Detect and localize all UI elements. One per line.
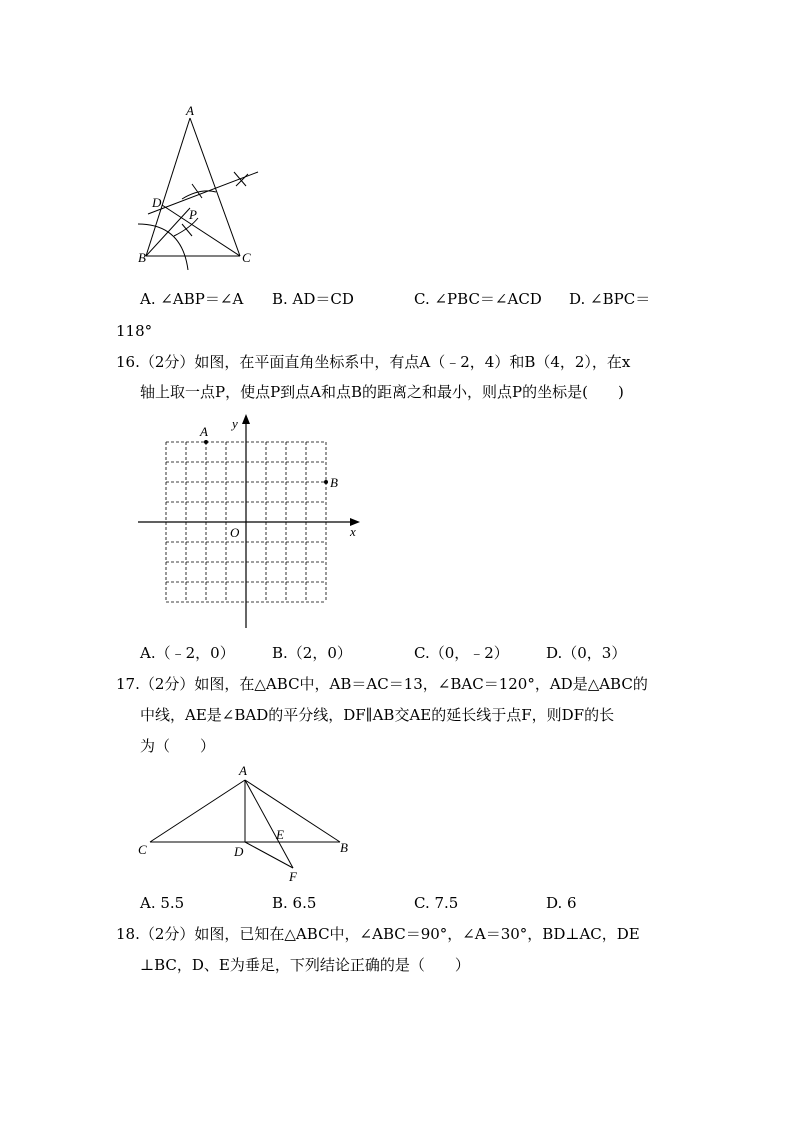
q16-option-c[interactable]: C.（0，﹣2）	[414, 644, 509, 662]
q17-label-c: C	[138, 842, 147, 857]
q18-stem-line1: 18.（2分）如图，已知在△ABC中，∠ABC＝90°，∠A＝30°，BD⊥AC，DE	[116, 925, 640, 943]
q15-option-a[interactable]: A. ∠ABP＝∠A	[140, 290, 244, 308]
q15-label-b: B	[138, 250, 146, 265]
q16-option-d[interactable]: D.（0，3）	[546, 644, 627, 662]
q17-option-a[interactable]: A. 5.5	[140, 894, 185, 912]
q17-label-a: A	[239, 763, 247, 778]
q16-stem-line1: 16.（2分）如图，在平面直角坐标系中，有点A（﹣2，4）和B（4，2），在x	[116, 353, 631, 371]
q16-stem-line2: 轴上取一点P，使点P到点A和点B的距离之和最小，则点P的坐标是( )	[140, 383, 624, 401]
q15-option-d-continued: 118°	[116, 322, 153, 340]
q15-figure	[130, 100, 270, 270]
q17-label-f: F	[289, 869, 297, 884]
q15-label-a: A	[186, 103, 194, 118]
q18-stem-line2: ⊥BC，D、E为垂足，下列结论正确的是（ ）	[140, 956, 470, 974]
q17-option-b[interactable]: B. 6.5	[272, 894, 317, 912]
q16-origin-label: O	[230, 525, 240, 540]
q17-stem-line1: 17.（2分）如图，在△ABC中，AB＝AC＝13，∠BAC＝120°，AD是△ABC的	[116, 675, 648, 693]
q15-label-p: P	[189, 207, 197, 222]
q15-option-b[interactable]: B. AD＝CD	[272, 290, 354, 308]
q17-label-e: E	[276, 827, 284, 842]
q15-option-d[interactable]: D. ∠BPC＝	[569, 290, 651, 308]
q16-coordinate-grid	[130, 410, 370, 635]
q15-label-c: C	[242, 250, 251, 265]
q16-option-a[interactable]: A.（﹣2，0）	[140, 644, 235, 662]
q17-label-b: B	[340, 840, 348, 855]
q16-option-b[interactable]: B.（2，0）	[272, 644, 352, 662]
q17-stem-line3: 为（ ）	[140, 737, 216, 755]
q15-label-d: D	[152, 195, 162, 210]
q16-x-axis-label: x	[350, 524, 356, 539]
q17-option-c[interactable]: C. 7.5	[414, 894, 459, 912]
q17-label-d: D	[234, 844, 244, 859]
q16-point-b-label: B	[330, 475, 338, 490]
q16-point-a-label: A	[200, 424, 208, 439]
q17-figure	[130, 762, 360, 887]
q17-stem-line2: 中线，AE是∠BAD的平分线，DF∥AB交AE的延长线于点F，则DF的长	[140, 706, 615, 724]
q15-option-c[interactable]: C. ∠PBC＝∠ACD	[414, 290, 542, 308]
q16-y-axis-label: y	[232, 416, 238, 431]
q17-option-d[interactable]: D. 6	[546, 894, 577, 912]
